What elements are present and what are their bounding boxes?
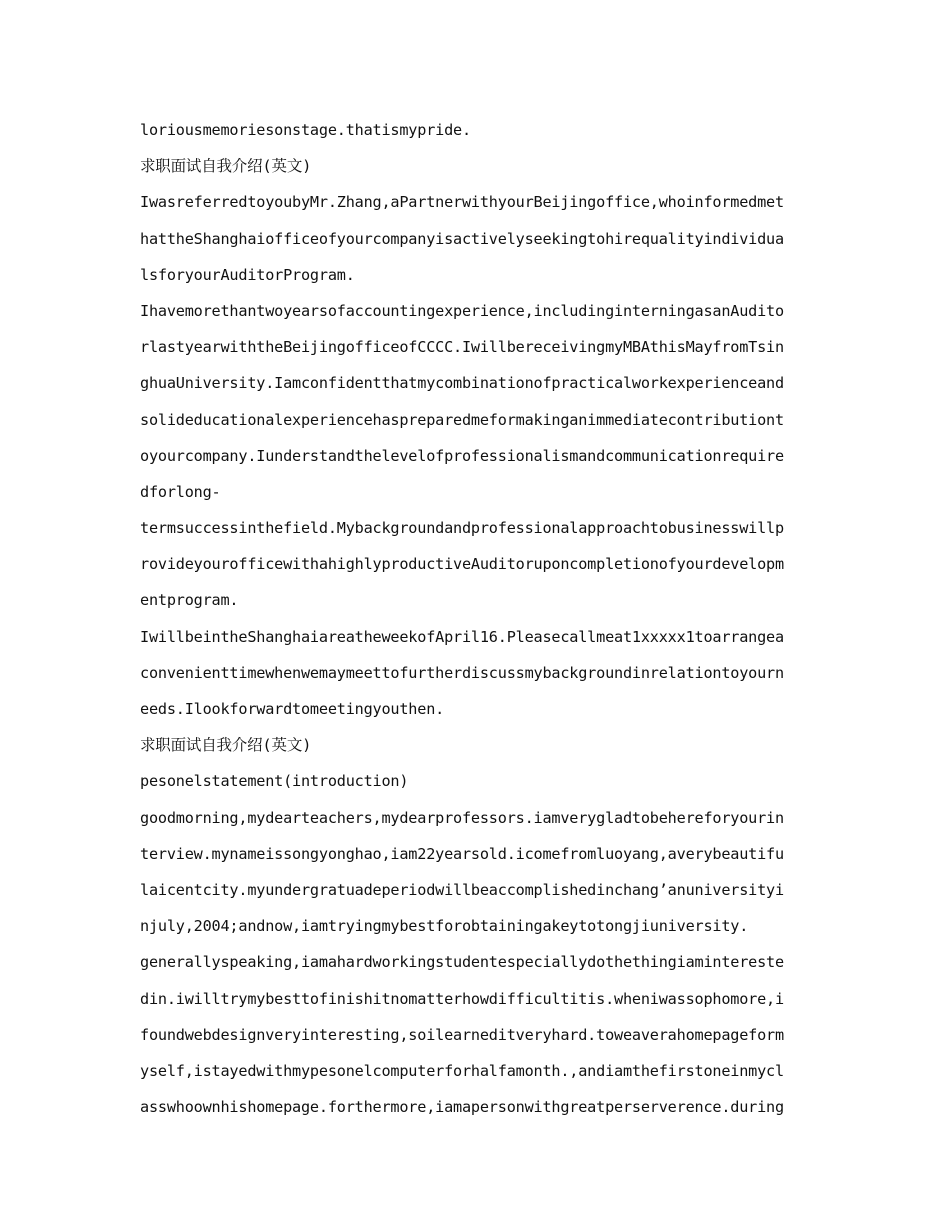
text-line: njuly,2004;andnow,iamtryingmybestforobtainingakeytotongjiuniversity. — [140, 917, 749, 936]
text-line: hattheShanghaiofficeofyourcompanyisactivelyseekingtohirequalityindividua — [140, 229, 784, 248]
section-heading: 求职面试自我介绍(英文) — [140, 157, 312, 176]
text-line: Ihavemorethantwoyearsofaccountingexperience,includinginterningasanAudito — [140, 301, 784, 320]
text-line: convenienttimewhenwemaymeettofurtherdiscussmybackgroundinrelationtoyourn — [140, 663, 784, 682]
text-line: generallyspeaking,iamahardworkingstudentespeciallydothethingiamintereste — [140, 953, 784, 972]
text-line: oyourcompany.Iunderstandthelevelofprofessionalismandcommunicationrequire — [140, 446, 784, 465]
text-line: IwasreferredtoyoubyMr.Zhang,aPartnerwithyourBeijingoffice,whoinformedmet — [140, 193, 784, 212]
text-line: terview.mynameissongyonghao,iam22yearsold.icomefromluoyang,averybeautifu — [140, 844, 784, 863]
text-line: termsuccessinthefield.Mybackgroundandprofessionalapproachtobusinesswillp — [140, 519, 784, 538]
text-line: ghuaUniversity.Iamconfidentthatmycombinationofpracticalworkexperienceand — [140, 374, 784, 393]
text-line: foundwebdesignveryinteresting,soilearneditveryhard.toweaverahomepageform — [140, 1025, 784, 1044]
text-line: goodmorning,mydearteachers,mydearprofessors.iamverygladtobehereforyourin — [140, 808, 784, 827]
text-line: asswhoownhishomepage.forthermore,iamapersonwithgreatperserverence.during — [140, 1098, 784, 1117]
text-line: eeds.Ilookforwardtomeetingyouthen. — [140, 700, 445, 718]
section-heading: 求职面试自我介绍(英文) — [140, 736, 312, 755]
text-line: dforlong- — [140, 482, 221, 501]
text-line: rovideyourofficewithahighlyproductiveAuditoruponcompletionofyourdevelopm — [140, 555, 784, 574]
text-line: entprogram. — [140, 591, 239, 610]
text-line: din.iwilltrymybesttofinishitnomatterhowdifficultitis.wheniwassophomore,i — [140, 989, 784, 1008]
document-body — [140, 117, 814, 1130]
text-line: loriousmemoriesonstage.thatismypride. — [140, 121, 471, 139]
text-line: laicentcity.myundergratuadeperiodwillbeaccomplishedinchang’anuniversityi — [140, 880, 784, 899]
text-line: yself,istayedwithmypesonelcomputerforhalfamonth.,andiamthefirstoneinmycl — [140, 1061, 784, 1080]
text-line: solideducationalexperiencehaspreparedmeformakinganimmediatecontributiont — [140, 410, 784, 429]
text-line: IwillbeintheShanghaiareatheweekofApril16.Pleasecallmeat1xxxxx1toarrangea — [140, 627, 784, 646]
text-line: rlastyearwiththeBeijingofficeofCCCC.IwillbereceivingmyMBAthisMayfromTsin — [140, 338, 784, 357]
text-line: lsforyourAuditorProgram. — [140, 265, 355, 284]
subheading: pesonelstatement(introduction) — [140, 772, 409, 791]
